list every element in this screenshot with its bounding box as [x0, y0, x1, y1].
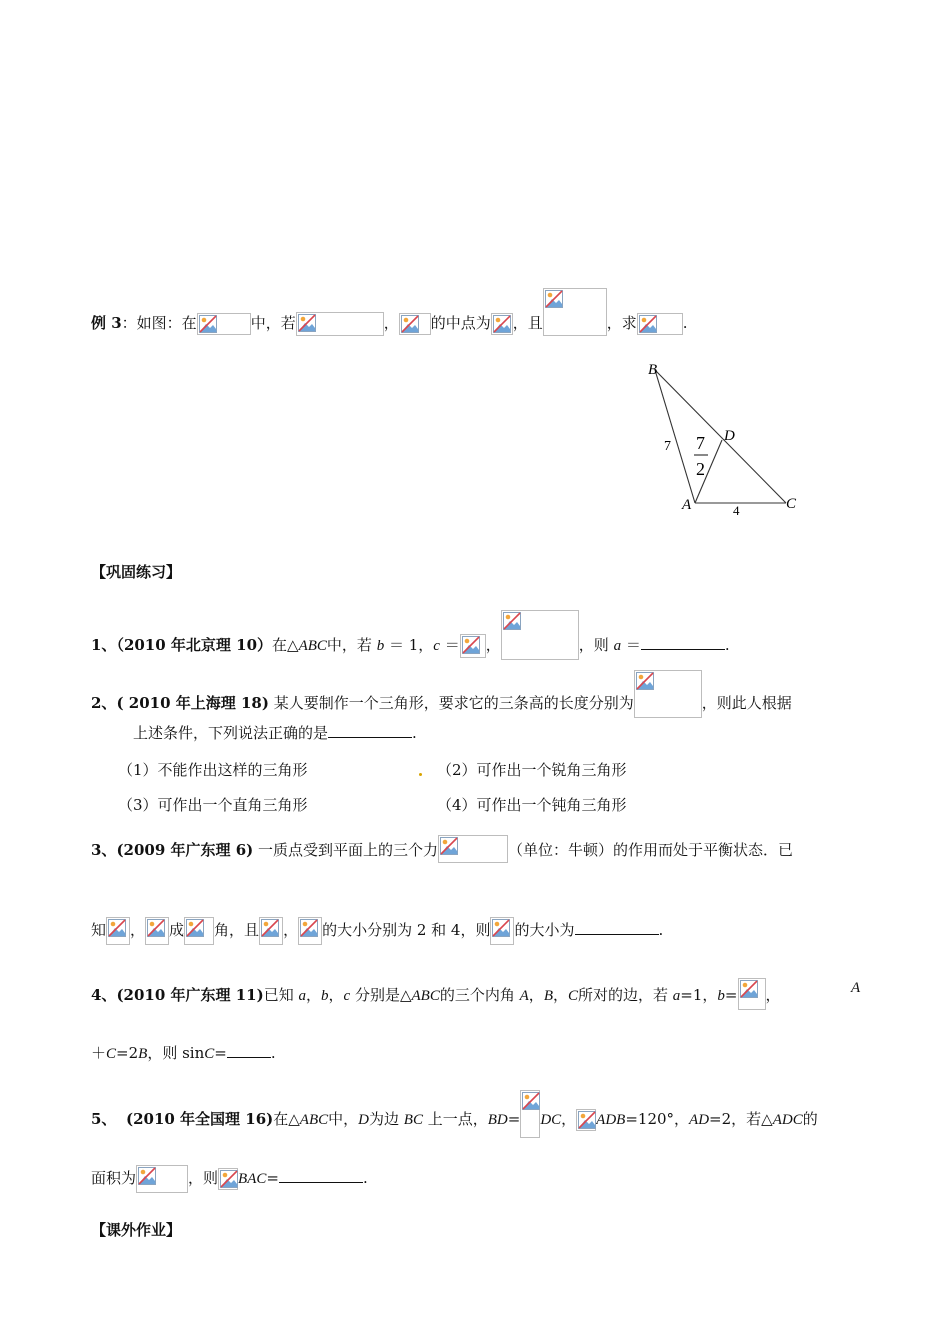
q5-bd: BD: [487, 1112, 508, 1128]
q5-answer-blank: [279, 1168, 363, 1183]
q3-text-1: 一质点受到平面上的三个力: [253, 841, 439, 859]
image-placeholder-icon: [501, 610, 579, 660]
q3-text-8: 的大小分别为 2 和 4，则: [322, 921, 491, 939]
q3-text-2: （单位：牛顿）的作用而处于平衡状态．已: [508, 841, 794, 859]
q5-text-5: =: [507, 1110, 521, 1128]
example3-text-3: ，: [383, 314, 399, 332]
vertex-label-a: A: [682, 497, 692, 513]
q5-text-6: ，: [561, 1110, 577, 1128]
q5-bac: BAC: [238, 1171, 267, 1187]
q4-text-16: .: [270, 1044, 276, 1062]
question-1: [91, 610, 730, 660]
q2-answer-blank: [328, 723, 412, 738]
q1-number: 1、: [91, 636, 117, 654]
q1-answer-blank: [641, 635, 725, 650]
q4-a-2: a: [672, 988, 681, 1004]
q5-bc: BC: [403, 1112, 423, 1128]
q3-number: 3、: [91, 841, 117, 859]
question-5: [91, 1090, 818, 1138]
vertex-label-d: D: [724, 428, 735, 444]
q4-text-13: =2: [116, 1044, 139, 1062]
example3-text-2: 中，若: [250, 314, 296, 332]
q2-option-4: （4）可作出一个钝角三角形: [437, 796, 627, 814]
side-label-ab: 7: [664, 439, 671, 454]
q3-text-9: 的大小为: [514, 921, 575, 939]
image-placeholder-icon: [296, 312, 384, 336]
q4-angle-b: B: [543, 988, 553, 1004]
vertex-label-c: C: [786, 496, 797, 512]
image-placeholder-icon: [637, 313, 683, 335]
q5-number: 5、: [91, 1110, 117, 1128]
q4-text-5: 的三个内角: [439, 986, 520, 1004]
q5-text-4: 上一点，: [422, 1110, 488, 1128]
q5-d: D: [358, 1112, 369, 1128]
q2-number: 2、: [91, 694, 117, 712]
image-placeholder-icon: [520, 1090, 540, 1138]
q2-text-3: 上述条件，下列说法正确的是: [133, 724, 329, 742]
image-placeholder-icon: [543, 288, 607, 336]
example3-text-1: ：如图：在: [121, 314, 197, 332]
section-heading-practice: 【巩固练习】: [91, 563, 182, 581]
question-4: [91, 978, 781, 1010]
q4-angle-b-2: B: [138, 1046, 148, 1062]
image-placeholder-icon: [184, 917, 214, 945]
q3-text-4: ，: [130, 921, 146, 939]
q2-source: ( 2010 年上海理 18): [116, 694, 269, 712]
q1-text-1: 在△: [272, 636, 299, 654]
q4-answer-blank: [227, 1043, 271, 1058]
image-placeholder-icon: [634, 670, 702, 718]
q4-angle-c-3: C: [204, 1046, 215, 1062]
example3-text-6: ，求: [606, 314, 637, 332]
q5-text-12: =: [266, 1169, 279, 1187]
image-placeholder-icon: [491, 313, 513, 335]
q4-b-2: b: [717, 988, 725, 1004]
q4-text-15: =: [214, 1044, 227, 1062]
q5-abc: ABC: [299, 1112, 329, 1128]
question-2-continued: [133, 723, 417, 743]
q5-source: (2010 年全国理 16): [125, 1110, 274, 1128]
q1-text-4: ＝: [439, 636, 460, 654]
image-placeholder-icon: [576, 1109, 596, 1131]
q1-text-7: ＝: [621, 636, 641, 654]
q3-answer-blank: [575, 920, 659, 935]
q5-adb: ADB: [596, 1112, 626, 1128]
q1-source: （2010 年北京理 10）: [116, 636, 273, 654]
q1-c: c: [433, 638, 440, 654]
q2-option-3: （3）可作出一个直角三角形: [118, 796, 308, 814]
image-placeholder-icon: [490, 917, 514, 945]
q4-angle-c: C: [568, 988, 579, 1004]
q2-option-2: （2）可作出一个锐角三角形: [437, 761, 627, 779]
median-fraction-numerator: 7: [696, 433, 705, 453]
q4-angle-a-wrap: A: [851, 980, 861, 996]
q5-text-13: .: [362, 1169, 368, 1187]
q5-text-9: 的: [802, 1110, 818, 1128]
image-placeholder-icon: [106, 917, 130, 945]
section-heading-homework: 【课外作业】: [91, 1221, 182, 1239]
q3-text-10: .: [658, 921, 664, 939]
q5-text-7: =120°，: [625, 1110, 690, 1128]
q3-text-3: 知: [91, 921, 107, 939]
image-placeholder-icon: [197, 313, 251, 335]
q4-text-12: ＋: [91, 1044, 107, 1062]
q2-option-1: （1）不能作出这样的三角形: [118, 761, 308, 779]
q4-text-7: ，: [552, 986, 568, 1004]
triangle-figure: [640, 355, 810, 520]
q1-text-5: ，: [485, 636, 501, 654]
decorative-dot: [419, 773, 422, 776]
image-placeholder-icon: [399, 313, 431, 335]
example3-label: 例 3: [91, 314, 122, 332]
q4-text-9: =1，: [680, 986, 718, 1004]
image-placeholder-icon: [259, 917, 283, 945]
q5-text-11: ，则: [188, 1169, 219, 1187]
q5-text-8: =2，若△: [709, 1110, 773, 1128]
image-placeholder-icon: [460, 634, 486, 658]
q4-text-14: ，则 sin: [147, 1044, 205, 1062]
q5-text-1: 在△: [273, 1110, 300, 1128]
q4-c: c: [343, 988, 351, 1004]
q5-dc: DC: [540, 1112, 562, 1128]
q1-text-3: ＝ 1，: [384, 636, 434, 654]
q2-text-2: ，则此人根据: [701, 694, 792, 712]
question-2: [91, 670, 792, 718]
image-placeholder-icon: [738, 978, 766, 1010]
q2-text-4: .: [412, 724, 417, 742]
q5-text-2: 中，: [328, 1110, 359, 1128]
q4-angle-a: A: [519, 988, 529, 1004]
example3-text-5: ，且: [512, 314, 543, 332]
q4-text-1: 已知: [263, 986, 299, 1004]
question-4-continued: [91, 1043, 276, 1064]
q4-b: b: [321, 988, 329, 1004]
q1-b: b: [376, 638, 385, 654]
q3-text-7: ，: [283, 921, 299, 939]
q3-source: (2009 年广东理 6): [116, 841, 254, 859]
question-3-continued: [91, 917, 663, 945]
example3-line: [91, 288, 688, 336]
q5-text-10: 面积为: [91, 1169, 137, 1187]
question-3: [91, 835, 793, 863]
q1-text-8: .: [724, 636, 730, 654]
q5-adc: ADC: [772, 1112, 803, 1128]
image-placeholder-icon: [298, 917, 322, 945]
example3-text-4: 的中点为: [430, 314, 491, 332]
image-placeholder-icon: [218, 1168, 238, 1190]
image-placeholder-icon: [136, 1165, 188, 1193]
q1-abc: ABC: [298, 638, 327, 654]
example3-text-7: .: [682, 314, 688, 332]
q1-text-2: 中，若: [326, 636, 372, 654]
q3-text-5: 成: [169, 921, 185, 939]
side-label-ac: 4: [733, 503, 740, 518]
q4-text-11: ，: [765, 986, 781, 1004]
vertex-label-b: B: [648, 362, 658, 378]
q4-text-2: ，: [305, 986, 321, 1004]
q3-text-6: 角，且: [214, 921, 260, 939]
q5-ad: AD: [689, 1112, 710, 1128]
q4-a: a: [298, 988, 306, 1004]
q4-text-10: =: [724, 986, 738, 1004]
q4-text-8: 所对的边，若: [578, 986, 673, 1004]
q4-text-3: ，: [328, 986, 344, 1004]
q4-source: (2010 年广东理 11): [116, 986, 264, 1004]
question-5-continued: [91, 1165, 368, 1193]
image-placeholder-icon: [438, 835, 508, 863]
q1-a: a: [613, 638, 622, 654]
q4-text-4: 分别是△: [350, 986, 412, 1004]
q1-text-6: ，则: [578, 636, 609, 654]
q4-angle-c-2: C: [106, 1046, 117, 1062]
image-placeholder-icon: [145, 917, 169, 945]
q4-number: 4、: [91, 986, 117, 1004]
q5-text-3: 为边: [369, 1110, 404, 1128]
q2-text-1: 某人要制作一个三角形，要求它的三条高的长度分别为: [268, 694, 634, 712]
q4-abc: ABC: [411, 988, 440, 1004]
median-fraction-denominator: 2: [696, 459, 705, 479]
q4-text-6: ，: [528, 986, 544, 1004]
